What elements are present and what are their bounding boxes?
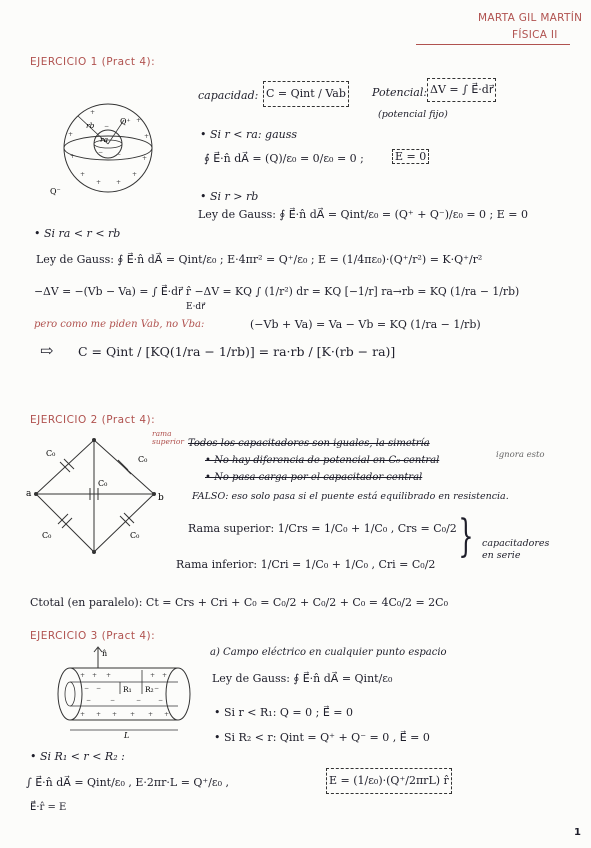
- fig-label-b: b: [158, 493, 164, 503]
- svg-text:+: +: [70, 153, 76, 160]
- bridge-figure: [26, 434, 186, 560]
- svg-text:+: +: [164, 711, 170, 718]
- header-rule: [416, 44, 570, 45]
- ex2-upper: Rama superior: 1/Crs = 1/C₀ + 1/C₀ , Crs = C₀/2: [188, 522, 457, 535]
- ex1-but-note: pero como me piden Vab, no Vba:: [34, 319, 205, 330]
- ex1-case2: • Si r > rb: [200, 190, 259, 203]
- svg-text:+: +: [130, 711, 136, 718]
- series-brace: }: [458, 511, 474, 562]
- svg-text:+: +: [150, 672, 156, 679]
- subject-name: FÍSICA II: [512, 29, 558, 41]
- implies-arrow: ⇨: [40, 341, 54, 360]
- svg-text:+: +: [90, 109, 96, 116]
- fig-label-qplus: Q⁺: [120, 117, 131, 126]
- ex1-but-eq: (−Vb + Va) = Va − Vb = KQ (1/ra − 1/rb): [250, 318, 481, 331]
- ex2-false-note: FALSO: eso solo pasa si el puente está equilibrado en resistencia.: [192, 491, 509, 502]
- svg-text:+: +: [148, 711, 154, 718]
- fig-label-ra: ra: [100, 135, 109, 144]
- fig-label-n: n̂: [102, 649, 108, 658]
- ex2-series-note: capacitadores en serie: [482, 538, 550, 561]
- fig-label-c0-tr: C₀: [138, 455, 148, 464]
- ex3-gauss: Ley de Gauss: ∮ E⃗·n̂ dA⃗ = Qint/ε₀: [212, 672, 393, 685]
- ex1-deltav-eq: −ΔV = −(Vb − Va) = ∫ E⃗·dr⃗ r̂ −ΔV = KQ ∫ (1/r²) dr = KQ [−1/r] ra→rb = KQ (1/ra − 1/rb): [34, 285, 520, 298]
- ex3-case3-note: E⃗·r̂ = E: [30, 802, 67, 813]
- ex1-edr-note: E·dr⃗: [186, 302, 205, 312]
- svg-text:−: −: [116, 151, 122, 158]
- cylinder-figure: [50, 646, 200, 738]
- svg-text:−: −: [136, 697, 142, 704]
- svg-text:−: −: [110, 697, 116, 704]
- svg-text:+: +: [132, 171, 138, 178]
- svg-text:+: +: [112, 711, 118, 718]
- svg-text:+: +: [142, 155, 148, 162]
- svg-text:−: −: [104, 123, 110, 130]
- ex2-lower: Rama inferior: 1/Cri = 1/C₀ + 1/C₀ , Cri = C₀/2: [176, 558, 436, 571]
- ex3-case3-eq: ∫ E⃗·n̂ dA⃗ = Qint/ε₀ , E·2πr·L = Q⁺/ε₀ ,: [26, 776, 230, 789]
- svg-text:−: −: [154, 685, 160, 692]
- svg-text:+: +: [80, 672, 86, 679]
- svg-text:−: −: [98, 149, 104, 156]
- fig-label-r2: R₂: [145, 685, 154, 694]
- ex2-note1: Todos los capacitadores son iguales, la simetría: [188, 438, 430, 449]
- svg-text:−: −: [86, 697, 92, 704]
- ex1-case1: • Si r < ra: gauss: [200, 128, 297, 141]
- svg-text:+: +: [116, 179, 122, 186]
- fig-label-c0-tl: C₀: [46, 449, 56, 458]
- ex1-potential-note: (potencial fijo): [378, 109, 448, 120]
- svg-text:+: +: [162, 672, 168, 679]
- sphere-figure: [50, 98, 185, 198]
- svg-text:−: −: [114, 133, 120, 140]
- ex1-final-eq: C = Qint / [KQ(1/ra − 1/rb)] = ra·rb / [K·(rb − ra)]: [78, 344, 396, 359]
- svg-text:+: +: [80, 171, 86, 178]
- svg-text:+: +: [144, 133, 150, 140]
- ex1-case3-eq: Ley de Gauss: ∮ E⃗·n̂ dA⃗ = Qint/ε₀ ; E·4πr² = Q⁺/ε₀ ; E = (1/4πε₀)·(Q⁺/r²) = K·Q⁺/r²: [36, 253, 483, 266]
- svg-text:+: +: [106, 672, 112, 679]
- ex1-case1-result: E = 0: [392, 149, 429, 164]
- ex3-case3-result: E = (1/ε₀)·(Q⁺/2πrL) r̂: [326, 768, 452, 794]
- author-name: MARTA GIL MARTÍN: [478, 12, 583, 24]
- svg-text:+: +: [80, 711, 86, 718]
- ex2-title: EJERCICIO 2 (Pract 4):: [30, 414, 156, 426]
- ex3-title: EJERCICIO 3 (Pract 4):: [30, 630, 156, 642]
- ex1-case3: • Si ra < r < rb: [34, 227, 121, 240]
- fig-label-r1: R₁: [123, 685, 132, 694]
- fig-label-a: a: [26, 489, 32, 499]
- fig-label-rb: rb: [86, 121, 95, 130]
- ex3-case1: • Si r < R₁: Q = 0 ; E⃗ = 0: [214, 706, 353, 719]
- ex1-capacity-label: capacidad:: [198, 89, 259, 102]
- fig-label-c0-br: C₀: [130, 531, 140, 540]
- fig-label-qminus: Q⁻: [50, 187, 61, 196]
- ex3-a-part: a) Campo eléctrico en cualquier punto espacio: [210, 647, 447, 658]
- ex1-potential-formula: ΔV = ∫ E⃗·dr⃗: [427, 78, 496, 102]
- ex1-capacity-formula: C = Qint / Vab: [263, 81, 349, 107]
- ex3-case2: • Si R₂ < r: Qint = Q⁺ + Q⁻ = 0 , E⃗ = 0: [214, 731, 430, 744]
- svg-text:−: −: [158, 697, 164, 704]
- svg-text:+: +: [68, 131, 74, 138]
- svg-text:−: −: [84, 685, 90, 692]
- page-number: 1: [574, 827, 581, 838]
- ex3-case3: • Si R₁ < r < R₂ :: [30, 750, 125, 763]
- svg-text:−: −: [96, 685, 102, 692]
- ex2-ignore-note: ignora esto: [496, 450, 545, 460]
- ex2-note2: • No hay diferencia de potencial en C₀ central: [205, 455, 440, 466]
- ex2-total: Ctotal (en paralelo): Ct = Crs + Cri + C₀ = C₀/2 + C₀/2 + C₀ = 4C₀/2 = 2C₀: [30, 596, 449, 609]
- ex1-title: EJERCICIO 1 (Pract 4):: [30, 56, 156, 68]
- ex2-branch-label: rama superior: [152, 429, 185, 446]
- svg-text:+: +: [96, 179, 102, 186]
- ex2-note3: • No pasa carga por el capacitador central: [205, 472, 423, 483]
- fig-label-c0-bl: C₀: [42, 531, 52, 540]
- svg-text:+: +: [92, 672, 98, 679]
- svg-text:+: +: [136, 117, 142, 124]
- ex1-potential-label: Potencial:: [372, 86, 428, 99]
- fig-label-L: L: [124, 731, 130, 738]
- ex1-case2-eq: Ley de Gauss: ∮ E⃗·n̂ dA⃗ = Qint/ε₀ = (Q⁺ + Q⁻)/ε₀ = 0 ; E = 0: [198, 208, 528, 221]
- fig-label-c0-mid: C₀: [98, 479, 108, 488]
- ex1-case1-eq: ∮ E⃗·n̂ dA⃗ = (Q)/ε₀ = 0/ε₀ = 0 ;: [204, 152, 364, 165]
- svg-text:+: +: [96, 711, 102, 718]
